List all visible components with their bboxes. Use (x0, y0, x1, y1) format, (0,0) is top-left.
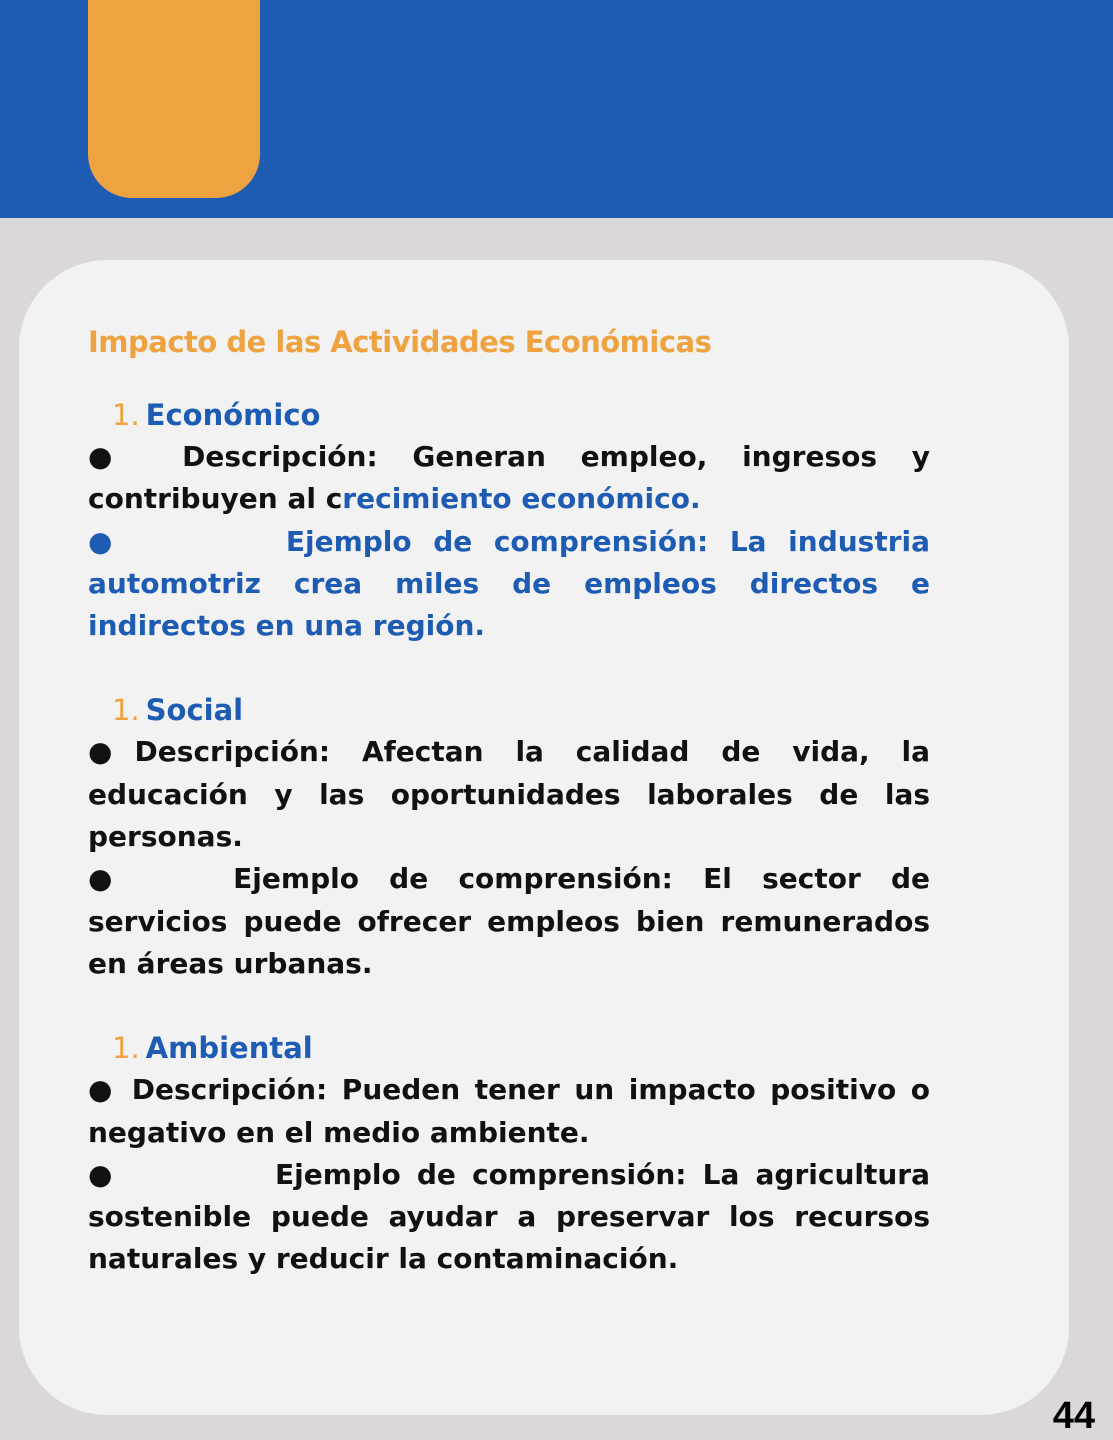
description-paragraph (88, 731, 930, 858)
description-paragraph (88, 1069, 930, 1154)
description-text: Afectan la calidad de vida, la educación y las oportunidades laborales de las personas. (88, 735, 930, 854)
content-body (88, 318, 930, 1281)
description-text: Generan empleo, ingresos y contribuyen al c (88, 440, 930, 516)
page-number: 44 (1052, 1395, 1095, 1437)
section-social (88, 689, 930, 985)
description-label: Descripción: (182, 440, 378, 473)
example-text: El sector de servicios puede ofrecer empleos bien remunerados en áreas urbanas. (88, 862, 931, 980)
example-label: Ejemplo de comprensión: (233, 862, 673, 896)
description-label: Descripción: (134, 735, 331, 769)
section-ambiental (88, 1027, 930, 1280)
example-label: Ejemplo de comprensión: (285, 524, 709, 558)
bullet-icon: ● (88, 862, 133, 896)
example-text: La agricultura sostenible puede ayudar a preservar los recursos naturales y reducir la contaminación. (88, 1157, 931, 1276)
example-paragraph (88, 1154, 930, 1281)
section-economico (88, 394, 930, 647)
list-number: 1. (112, 1031, 140, 1066)
example-text: La industria automotriz crea miles de empleos directos e indirectos en una región. (88, 524, 931, 643)
section-heading-label: Social (145, 693, 244, 728)
description-text: Pueden tener un impacto positivo o negativo en el medio ambiente. (88, 1073, 930, 1149)
section-heading (88, 394, 930, 436)
bullet-icon: ● (88, 524, 125, 558)
bullet-icon: ● (88, 1073, 118, 1107)
description-highlight: recimiento económico. (342, 482, 701, 516)
page-title: Impacto de las Actividades Económicas (88, 325, 712, 359)
section-heading-label: Económico (145, 398, 321, 432)
section-heading (88, 1027, 930, 1069)
bullet-icon: ● (88, 1157, 119, 1191)
section-heading-label: Ambiental (145, 1031, 313, 1066)
list-number: 1. (112, 693, 140, 728)
example-label: Ejemplo de comprensión: (274, 1157, 687, 1191)
description-paragraph (88, 436, 930, 521)
list-number: 1. (112, 398, 140, 432)
bullet-icon: ● (88, 440, 138, 473)
example-paragraph (88, 521, 930, 648)
section-heading (88, 689, 930, 731)
header-tab-decoration (88, 0, 260, 198)
bullet-icon: ● (88, 735, 135, 769)
description-label: Descripción: (131, 1073, 328, 1107)
example-paragraph (88, 858, 930, 985)
